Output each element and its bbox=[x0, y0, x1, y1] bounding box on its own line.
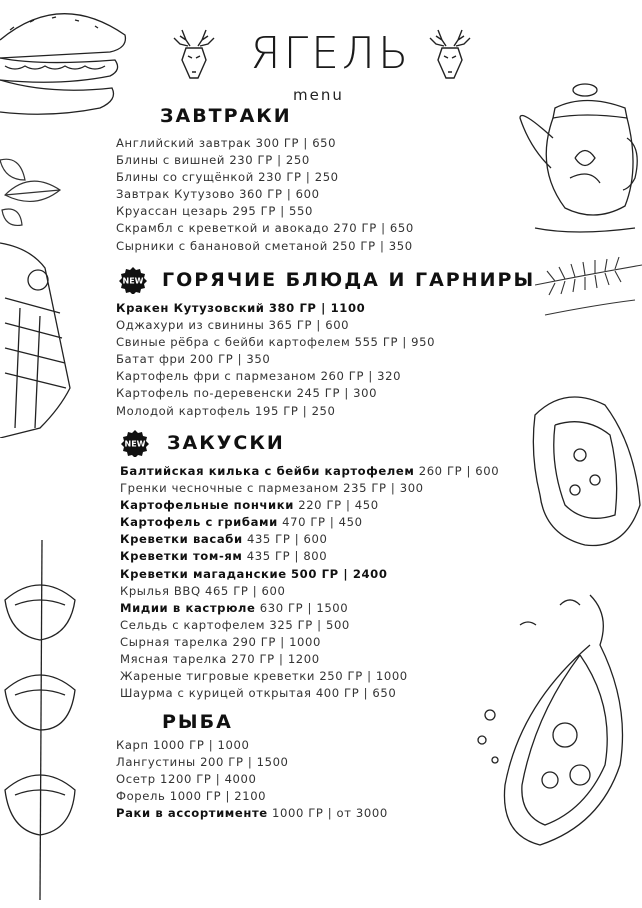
menu-item bbox=[120, 685, 499, 702]
menu-item bbox=[116, 368, 435, 385]
menu-item-price: 235 ГР | 300 bbox=[343, 481, 424, 496]
menu-item-name: Мясная тарелка bbox=[120, 652, 227, 667]
menu-item bbox=[116, 334, 435, 351]
menu-item bbox=[120, 583, 499, 600]
menu-item bbox=[116, 135, 414, 152]
menu-item-name: Сырная тарелка bbox=[120, 634, 229, 649]
menu-item-name: Креветки васаби bbox=[120, 532, 243, 547]
menu-item-price: 250 ГР | 350 bbox=[332, 238, 413, 253]
menu-item-name: Свиные рёбра с бейби картофелем bbox=[116, 335, 351, 350]
menu-item bbox=[116, 403, 435, 420]
menu-item-name: Раки в ассортименте bbox=[116, 806, 268, 821]
menu-item bbox=[120, 514, 499, 531]
menu-item bbox=[120, 463, 499, 480]
menu-item-price: 1000 ГР | 2100 bbox=[169, 789, 267, 804]
menu-item-price: 270 ГР | 1200 bbox=[231, 652, 320, 667]
menu-item-name: Карп bbox=[116, 738, 149, 752]
menu-item-price: 220 ГР | 450 bbox=[298, 498, 379, 513]
menu-item-price: 200 ГР | 1500 bbox=[200, 755, 289, 770]
section-title-breakfast: ЗАВТРАКИ bbox=[160, 105, 292, 127]
menu-list-fish bbox=[116, 737, 388, 822]
menu-item-name: Осетр bbox=[116, 772, 156, 787]
menu-item-name: Круассан цезарь bbox=[116, 204, 229, 219]
menu-item-price: 435 ГР | 600 bbox=[246, 532, 328, 547]
menu-item bbox=[116, 317, 435, 334]
menu-item bbox=[120, 497, 499, 514]
menu-item bbox=[120, 668, 499, 685]
new-badge-label: NEW bbox=[122, 276, 144, 286]
section-title-fish: РЫБА bbox=[162, 711, 233, 733]
new-badge-icon bbox=[116, 266, 150, 294]
menu-item-price: 300 ГР | 650 bbox=[255, 136, 337, 150]
menu-item-name: Картофель по-деревенски bbox=[116, 386, 293, 401]
menu-item bbox=[116, 771, 388, 788]
menu-item bbox=[116, 152, 414, 169]
brand-logo: ЯГЕЛЬ bbox=[250, 28, 412, 79]
menu-item bbox=[120, 651, 499, 668]
menu-item-name: Молодой картофель bbox=[116, 403, 251, 418]
teapot-illustration bbox=[515, 78, 642, 238]
menu-item bbox=[116, 385, 435, 402]
menu-item-name: Английский завтрак bbox=[116, 136, 252, 150]
menu-item bbox=[116, 351, 435, 368]
menu-item bbox=[120, 617, 499, 634]
menu-item-price: 200 ГР | 350 bbox=[189, 352, 271, 367]
menu-item-price: 270 ГР | 650 bbox=[333, 221, 414, 236]
menu-item bbox=[116, 203, 414, 220]
menu-item-name: Картофель фри с пармезаном bbox=[116, 369, 317, 384]
menu-item-name: Крылья BBQ bbox=[120, 583, 201, 598]
menu-item-price: 230 ГР | 250 bbox=[229, 153, 310, 168]
menu-item-name: Блины с вишней bbox=[116, 153, 226, 168]
menu-item bbox=[120, 548, 499, 565]
rosemary-illustration bbox=[535, 245, 642, 335]
menu-item-name: Картофель с грибами bbox=[120, 515, 278, 530]
menu-item bbox=[116, 754, 388, 771]
menu-item-name: Кракен Кутузовский bbox=[116, 301, 265, 315]
menu-item-price: 325 ГР | 500 bbox=[269, 617, 350, 632]
menu-item bbox=[120, 480, 499, 497]
menu-item-price: 290 ГР | 1000 bbox=[232, 634, 321, 649]
menu-item-price: 465 ГР | 600 bbox=[204, 583, 286, 598]
menu-item-name: Балтийская килька с бейби картофелем bbox=[120, 464, 415, 478]
menu-item-price: 230 ГР | 250 bbox=[258, 170, 339, 185]
menu-item-price: 380 ГР | 1100 bbox=[268, 301, 366, 315]
menu-item-name: Оджахури из свинины bbox=[116, 318, 265, 333]
menu-item bbox=[120, 634, 499, 651]
menu-item bbox=[116, 169, 414, 186]
deer-right-icon bbox=[424, 26, 476, 82]
menu-item-name: Скрамбл с креветкой и авокадо bbox=[116, 221, 330, 236]
menu-item-price: 435 ГР | 800 bbox=[246, 549, 328, 564]
menu-item-price: 195 ГР | 250 bbox=[255, 403, 336, 418]
menu-item-price: 470 ГР | 450 bbox=[282, 515, 363, 530]
menu-list-breakfast bbox=[116, 135, 414, 255]
section-title-snacks: ЗАКУСКИ bbox=[167, 432, 285, 454]
menu-item-name: Креветки магаданские bbox=[120, 566, 287, 581]
brand-subtitle: menu bbox=[293, 86, 344, 104]
menu-item-price: 250 ГР | 1000 bbox=[319, 669, 408, 684]
menu-item bbox=[116, 788, 388, 805]
menu-item-name: Картофельные пончики bbox=[120, 498, 294, 513]
sandwich-illustration bbox=[525, 385, 642, 555]
shrimp-skewer-illustration bbox=[0, 540, 85, 908]
menu-item bbox=[116, 805, 388, 822]
menu-item-name: Шаурма с курицей открытая bbox=[120, 686, 312, 701]
menu-item-name: Гренки чесночные с пармезаном bbox=[120, 481, 339, 496]
menu-item-name: Блины со сгущёнкой bbox=[116, 170, 254, 185]
menu-item bbox=[120, 566, 499, 583]
menu-item-name: Жареные тигровые креветки bbox=[120, 669, 316, 684]
menu-item-price: 295 ГР | 550 bbox=[232, 204, 313, 219]
pizza-slice-illustration bbox=[0, 238, 80, 438]
menu-item-price: 555 ГР | 950 bbox=[354, 335, 436, 350]
new-badge-label: NEW bbox=[124, 439, 146, 449]
new-badge-icon bbox=[118, 429, 152, 457]
menu-list-hot-dishes bbox=[116, 300, 435, 420]
menu-item-price: 1200 ГР | 4000 bbox=[160, 772, 257, 787]
menu-item-name: Батат фри bbox=[116, 352, 186, 367]
menu-item-price: 400 ГР | 650 bbox=[315, 686, 397, 701]
menu-item bbox=[120, 531, 499, 548]
menu-item bbox=[116, 238, 414, 255]
menu-item-price: 360 ГР | 600 bbox=[239, 187, 320, 202]
burger-illustration bbox=[0, 0, 130, 120]
menu-item bbox=[116, 186, 414, 203]
menu-item-name: Креветки том-ям bbox=[120, 549, 243, 564]
menu-item bbox=[116, 220, 414, 237]
menu-item-price: 260 ГР | 320 bbox=[320, 369, 402, 384]
menu-item-price: 260 ГР | 600 bbox=[418, 464, 500, 478]
menu-item-price: 1000 ГР | 1000 bbox=[152, 738, 250, 752]
menu-item-name: Лангустины bbox=[116, 755, 196, 770]
deer-left-icon bbox=[168, 26, 220, 82]
menu-item-name: Завтрак Кутузово bbox=[116, 187, 235, 202]
menu-item-name: Сырники с банановой сметаной bbox=[116, 238, 328, 253]
menu-item bbox=[116, 737, 388, 754]
menu-item-price: 1000 ГР | от 3000 bbox=[272, 806, 388, 821]
menu-item-name: Мидии в кастрюле bbox=[120, 600, 256, 615]
menu-item bbox=[116, 300, 435, 317]
menu-item-name: Форель bbox=[116, 789, 166, 804]
basil-leaves-illustration bbox=[0, 150, 70, 230]
menu-item-name: Сельдь с картофелем bbox=[120, 617, 266, 632]
menu-item-price: 630 ГР | 1500 bbox=[259, 600, 349, 615]
menu-item-price: 500 ГР | 2400 bbox=[291, 566, 388, 581]
section-title-hot-dishes: ГОРЯЧИЕ БЛЮДА И ГАРНИРЫ bbox=[162, 269, 536, 291]
menu-item-price: 365 ГР | 600 bbox=[268, 318, 350, 333]
menu-item-price: 245 ГР | 300 bbox=[296, 386, 378, 401]
menu-list-snacks bbox=[120, 463, 499, 702]
menu-item bbox=[120, 600, 499, 617]
